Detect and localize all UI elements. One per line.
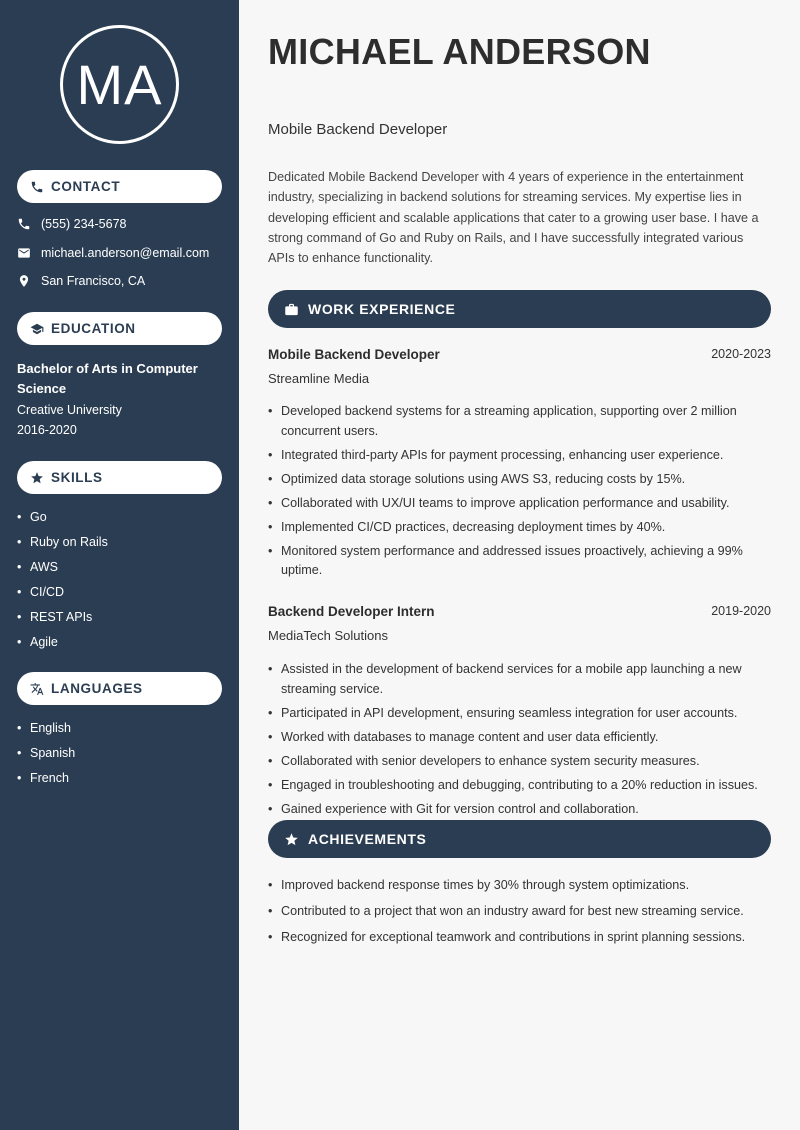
work-experience-heading <box>268 290 771 328</box>
list-item: • Participated in API development, ensuring seamless integration for user accounts. <box>268 705 738 720</box>
list-item: • Developed backend systems for a streaming application, supporting over 2 million concurrent users. <box>268 404 737 438</box>
translate-icon <box>30 682 44 696</box>
list-item: • Worked with databases to manage content and user data efficiently. <box>268 729 659 744</box>
list-item: • English <box>17 721 71 735</box>
phone-text: (555) 234-5678 <box>41 217 127 231</box>
location-text: San Francisco, CA <box>41 274 146 288</box>
monogram-avatar: MA <box>60 25 179 144</box>
star-icon <box>284 832 299 847</box>
contact-location <box>17 274 145 288</box>
list-item: • REST APIs <box>17 610 93 624</box>
list-item: • Ruby on Rails <box>17 535 108 549</box>
contact-email[interactable] <box>17 246 209 260</box>
job-dates: 2019-2020 <box>711 604 771 618</box>
job-bullets <box>268 402 771 585</box>
languages-list <box>17 720 75 795</box>
contact-heading <box>17 170 222 203</box>
achievements-heading-label: ACHIEVEMENTS <box>308 831 427 847</box>
job-title: Mobile Backend Developer <box>268 347 440 362</box>
education-school: Creative University <box>17 403 122 417</box>
profile-summary: Dedicated Mobile Backend Developer with 4 years of experience in the entertainment industry, specializing in backend solutions for streaming services. My expertise lies in developing efficient and scalable applications that cater to a growing user base. I have a strong command of Go and Ruby on Rails, and I have successfully integrated various APIs to enhance functionality. <box>268 170 759 266</box>
list-item: • AWS <box>17 560 59 574</box>
achievements-heading <box>268 820 771 858</box>
list-item: • Monitored system performance and addressed issues proactively, achieving a 99% uptime. <box>268 543 743 577</box>
achievements-list <box>268 876 771 954</box>
job-title: Backend Developer Intern <box>268 604 435 619</box>
candidate-name: MICHAEL ANDERSON <box>268 31 651 72</box>
briefcase-icon <box>284 302 299 317</box>
contact-phone[interactable] <box>17 217 126 231</box>
list-item: • Go <box>17 510 47 524</box>
work-experience-heading-label: WORK EXPERIENCE <box>308 301 456 317</box>
email-text: michael.anderson@email.com <box>41 246 210 260</box>
skills-heading-label: SKILLS <box>51 470 103 485</box>
phone-icon <box>17 217 31 231</box>
list-item: • Spanish <box>17 746 76 760</box>
list-item: • Collaborated with senior developers to enhance system security measures. <box>268 753 700 768</box>
list-item: • French <box>17 771 69 785</box>
list-item: • Recognized for exceptional teamwork and contributions in sprint planning sessions. <box>268 930 746 944</box>
list-item: • CI/CD <box>17 585 65 599</box>
contact-heading-label: CONTACT <box>51 179 121 194</box>
email-icon <box>17 246 31 260</box>
skills-list <box>17 509 108 659</box>
list-item: • Contributed to a project that won an industry award for best new streaming service. <box>268 904 744 918</box>
sidebar <box>0 0 239 1130</box>
location-pin-icon <box>17 274 31 288</box>
graduation-cap-icon <box>30 322 44 336</box>
list-item: • Agile <box>17 635 58 649</box>
list-item: • Engaged in troubleshooting and debugging, contributing to a 20% reduction in issues. <box>268 777 758 792</box>
candidate-role: Mobile Backend Developer <box>268 121 448 138</box>
star-icon <box>30 471 44 485</box>
list-item: • Integrated third-party APIs for payment processing, enhancing user experience. <box>268 447 724 462</box>
education-degree: Bachelor of Arts in Computer Science <box>17 361 198 396</box>
languages-heading <box>17 672 222 705</box>
job-bullets <box>268 660 771 824</box>
education-heading-label: EDUCATION <box>51 321 136 336</box>
job-dates: 2020-2023 <box>711 347 771 361</box>
job-company: Streamline Media <box>268 371 370 386</box>
list-item: • Implemented CI/CD practices, decreasing deployment times by 40%. <box>268 519 666 534</box>
education-years: 2016-2020 <box>17 423 77 437</box>
list-item: • Collaborated with UX/UI teams to improve application performance and usability. <box>268 495 730 510</box>
phone-icon <box>30 180 44 194</box>
list-item: • Assisted in the development of backend services for a mobile app launching a new streaming service. <box>268 662 742 696</box>
education-heading <box>17 312 222 345</box>
list-item: • Gained experience with Git for version control and collaboration. <box>268 801 639 816</box>
languages-heading-label: LANGUAGES <box>51 681 143 696</box>
skills-heading <box>17 461 222 494</box>
job-company: MediaTech Solutions <box>268 628 388 643</box>
list-item: • Optimized data storage solutions using AWS S3, reducing costs by 15%. <box>268 471 686 486</box>
list-item: • Improved backend response times by 30% through system optimizations. <box>268 878 690 892</box>
